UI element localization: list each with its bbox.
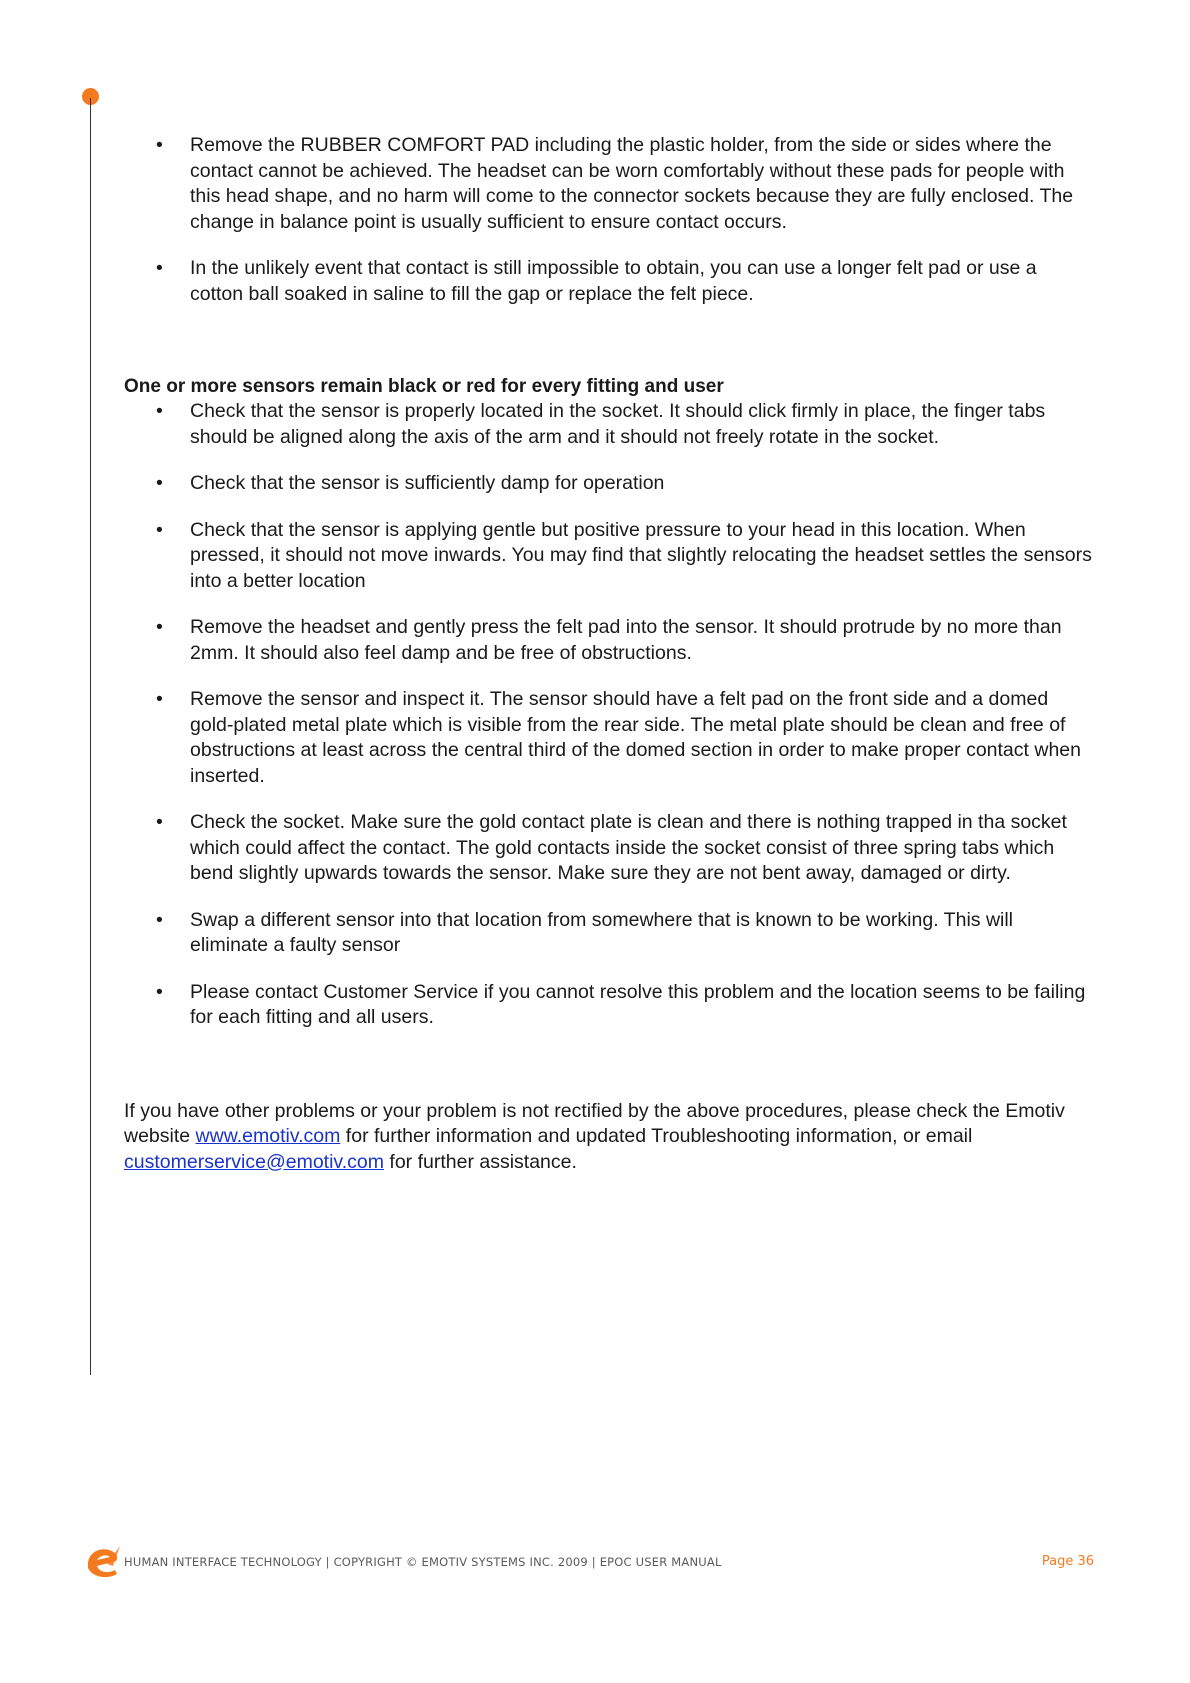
- bullet-icon: •: [156, 257, 163, 279]
- bullet-icon: •: [156, 688, 163, 710]
- bullet-icon: •: [156, 811, 163, 833]
- list-item-text: Check the socket. Make sure the gold contact plate is clean and there is nothing trapped in tha socket which could affect the contact. The gold contacts inside the socket consist of three spring tabs which bend slightly upwards towards the sensor. Make sure they are not bent away, damaged or dirty.: [190, 811, 1067, 884]
- list-item: [124, 471, 1094, 497]
- list-item-text: Check that the sensor is properly located in the socket. It should click firmly in place, the finger tabs should be aligned along the axis of the arm and it should not freely rotate in the socket.: [190, 400, 1046, 448]
- bullet-icon: •: [156, 472, 163, 494]
- list-item-text: Please contact Customer Service if you cannot resolve this problem and the location seems to be failing for each fitting and all users.: [190, 980, 1086, 1028]
- list-item-text: Swap a different sensor into that location from somewhere that is known to be working. This will eliminate a faulty sensor: [190, 908, 1014, 956]
- bullet-icon: •: [156, 518, 163, 541]
- emotiv-website-link[interactable]: www.emotiv.com: [195, 1125, 341, 1147]
- list-item-text: Remove the headset and gently press the felt pad into the sensor. It should protrude by no more than 2mm. It should also feel damp and be free of obstructions.: [190, 616, 1062, 664]
- list-item-text: Check that the sensor is sufficiently damp for operation: [190, 472, 665, 494]
- bullet-icon: •: [156, 616, 163, 638]
- footer-copyright: HUMAN INTERFACE TECHNOLOGY | COPYRIGHT © EMOTIV SYSTEMS INC. 2009 | EPOC USER MANUAL: [124, 1555, 722, 1569]
- section-heading: One or more sensors remain black or red for every fitting and user: [124, 376, 724, 397]
- list-item: [124, 256, 1094, 307]
- list-item: [124, 687, 1094, 789]
- closing-paragraph: [124, 1099, 1094, 1176]
- list-item: [124, 518, 1094, 595]
- list-item: [124, 980, 1094, 1031]
- list-item-text: Check that the sensor is applying gentle but positive pressure to your head in this location. When pressed, it should not move inwards. You may find that slightly relocating the headset settles the sensors into a better location: [190, 518, 1092, 592]
- list-item: [124, 133, 1094, 235]
- customer-service-email-link[interactable]: customerservice@emotiv.com: [124, 1150, 384, 1173]
- closing-text-3: for further assistance.: [384, 1150, 577, 1173]
- bullet-icon: •: [156, 134, 163, 156]
- emotiv-logo-icon: [82, 1544, 122, 1580]
- bullet-icon: •: [156, 980, 163, 1003]
- list-item: [124, 810, 1094, 887]
- page-number: Page 36: [1041, 1554, 1094, 1569]
- bullet-list-fit: [124, 133, 1094, 307]
- list-item-text: Remove the RUBBER COMFORT PAD including the plastic holder, from the side or sides where the contact cannot be achieved. The headset can be worn comfortably without these pads for people with this head shape, and no harm will come to the connector sockets because they are fully enclosed. The change in balance point is usually sufficient to ensure contact occurs.: [190, 134, 1074, 233]
- page-content: [124, 133, 1094, 1195]
- closing-text-2: for further information and updated Troubleshooting information, or email: [340, 1125, 973, 1147]
- list-item: [124, 399, 1094, 450]
- list-item-text: Remove the sensor and inspect it. The sensor should have a felt pad on the front side and a domed gold-plated metal plate which is visible from the rear side. The metal plate should be clean and free of obstructions at least across the central third of the domed section in order to make proper contact when inserted.: [190, 688, 1081, 787]
- bullet-icon: •: [156, 400, 163, 422]
- list-item-text: In the unlikely event that contact is still impossible to obtain, you can use a longer felt pad or use a cotton ball soaked in saline to fill the gap or replace the felt piece.: [190, 257, 1037, 305]
- bullet-icon: •: [156, 908, 163, 931]
- left-margin-rule: [90, 98, 91, 1375]
- page-footer: [82, 1544, 1094, 1584]
- list-item: [124, 908, 1094, 959]
- bullet-list-sensors: [124, 399, 1094, 1031]
- closing-text-1: If you have other problems or your problem is not rectified by the above procedures, please check the Emotiv website: [124, 1099, 1065, 1147]
- list-item: [124, 615, 1094, 666]
